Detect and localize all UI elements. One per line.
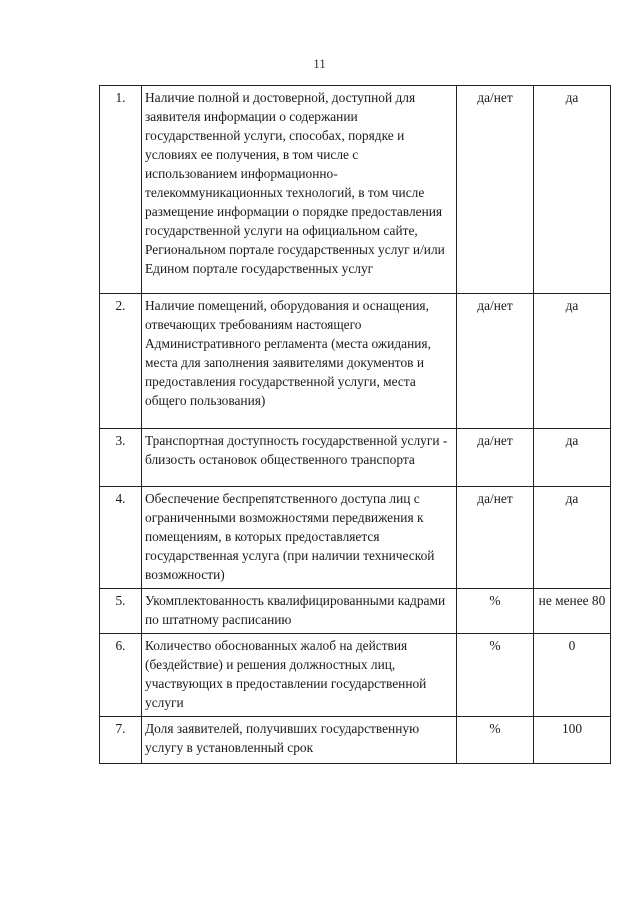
indicator-name: Наличие помещений, оборудования и оснащения, отвечающих требованиям настоящего Административного регламента (места ожидания, места для заполнения заявителями документов и предоставления государственной услуги, места общего пользования) (142, 294, 457, 429)
norm-value: да (534, 294, 611, 429)
table-row (100, 429, 611, 487)
row-number: 3. (100, 429, 142, 487)
indicator-name: Наличие полной и достоверной, доступной для заявителя информации о содержании государственной услуги, способах, порядке и условиях ее получения, в том числе с использованием информационно-телекоммуникационных технологий, в том числе размещение информации о порядке предоставления государственной услуги на официальном сайте, Региональном портале государственных услуг и/или Едином портале государственных услуг (142, 86, 457, 294)
table-row (100, 86, 611, 294)
indicator-name: Количество обоснованных жалоб на действия (бездействие) и решения должностных лиц, участвующих в предоставлении государственной услуги (142, 634, 457, 717)
unit-of-measure: % (457, 589, 534, 634)
unit-of-measure: да/нет (457, 487, 534, 589)
norm-value: 0 (534, 634, 611, 717)
page-number: 11 (313, 56, 326, 71)
unit-of-measure: да/нет (457, 86, 534, 294)
row-number: 5. (100, 589, 142, 634)
quality-indicators-table (99, 85, 611, 764)
row-number: 1. (100, 86, 142, 294)
norm-value: да (534, 487, 611, 589)
indicator-name: Укомплектованность квалифицированными кадрами по штатному расписанию (142, 589, 457, 634)
table-row (100, 294, 611, 429)
unit-of-measure: % (457, 634, 534, 717)
row-number: 6. (100, 634, 142, 717)
indicator-name: Транспортная доступность государственной услуги - близость остановок общественного транспорта (142, 429, 457, 487)
table-row (100, 634, 611, 717)
norm-value: да (534, 86, 611, 294)
norm-value: да (534, 429, 611, 487)
table-row (100, 589, 611, 634)
indicator-name: Доля заявителей, получивших государственную услугу в установленный срок (142, 717, 457, 764)
row-number: 2. (100, 294, 142, 429)
norm-value: 100 (534, 717, 611, 764)
unit-of-measure: да/нет (457, 429, 534, 487)
table-row (100, 717, 611, 764)
unit-of-measure: да/нет (457, 294, 534, 429)
row-number: 4. (100, 487, 142, 589)
unit-of-measure: % (457, 717, 534, 764)
table-row (100, 487, 611, 589)
indicator-name: Обеспечение беспрепятственного доступа лиц с ограниченными возможностями передвижения к помещениям, в которых предоставляется государственная услуга (при наличии технической возможности) (142, 487, 457, 589)
row-number: 7. (100, 717, 142, 764)
norm-value: не менее 80 (534, 589, 611, 634)
